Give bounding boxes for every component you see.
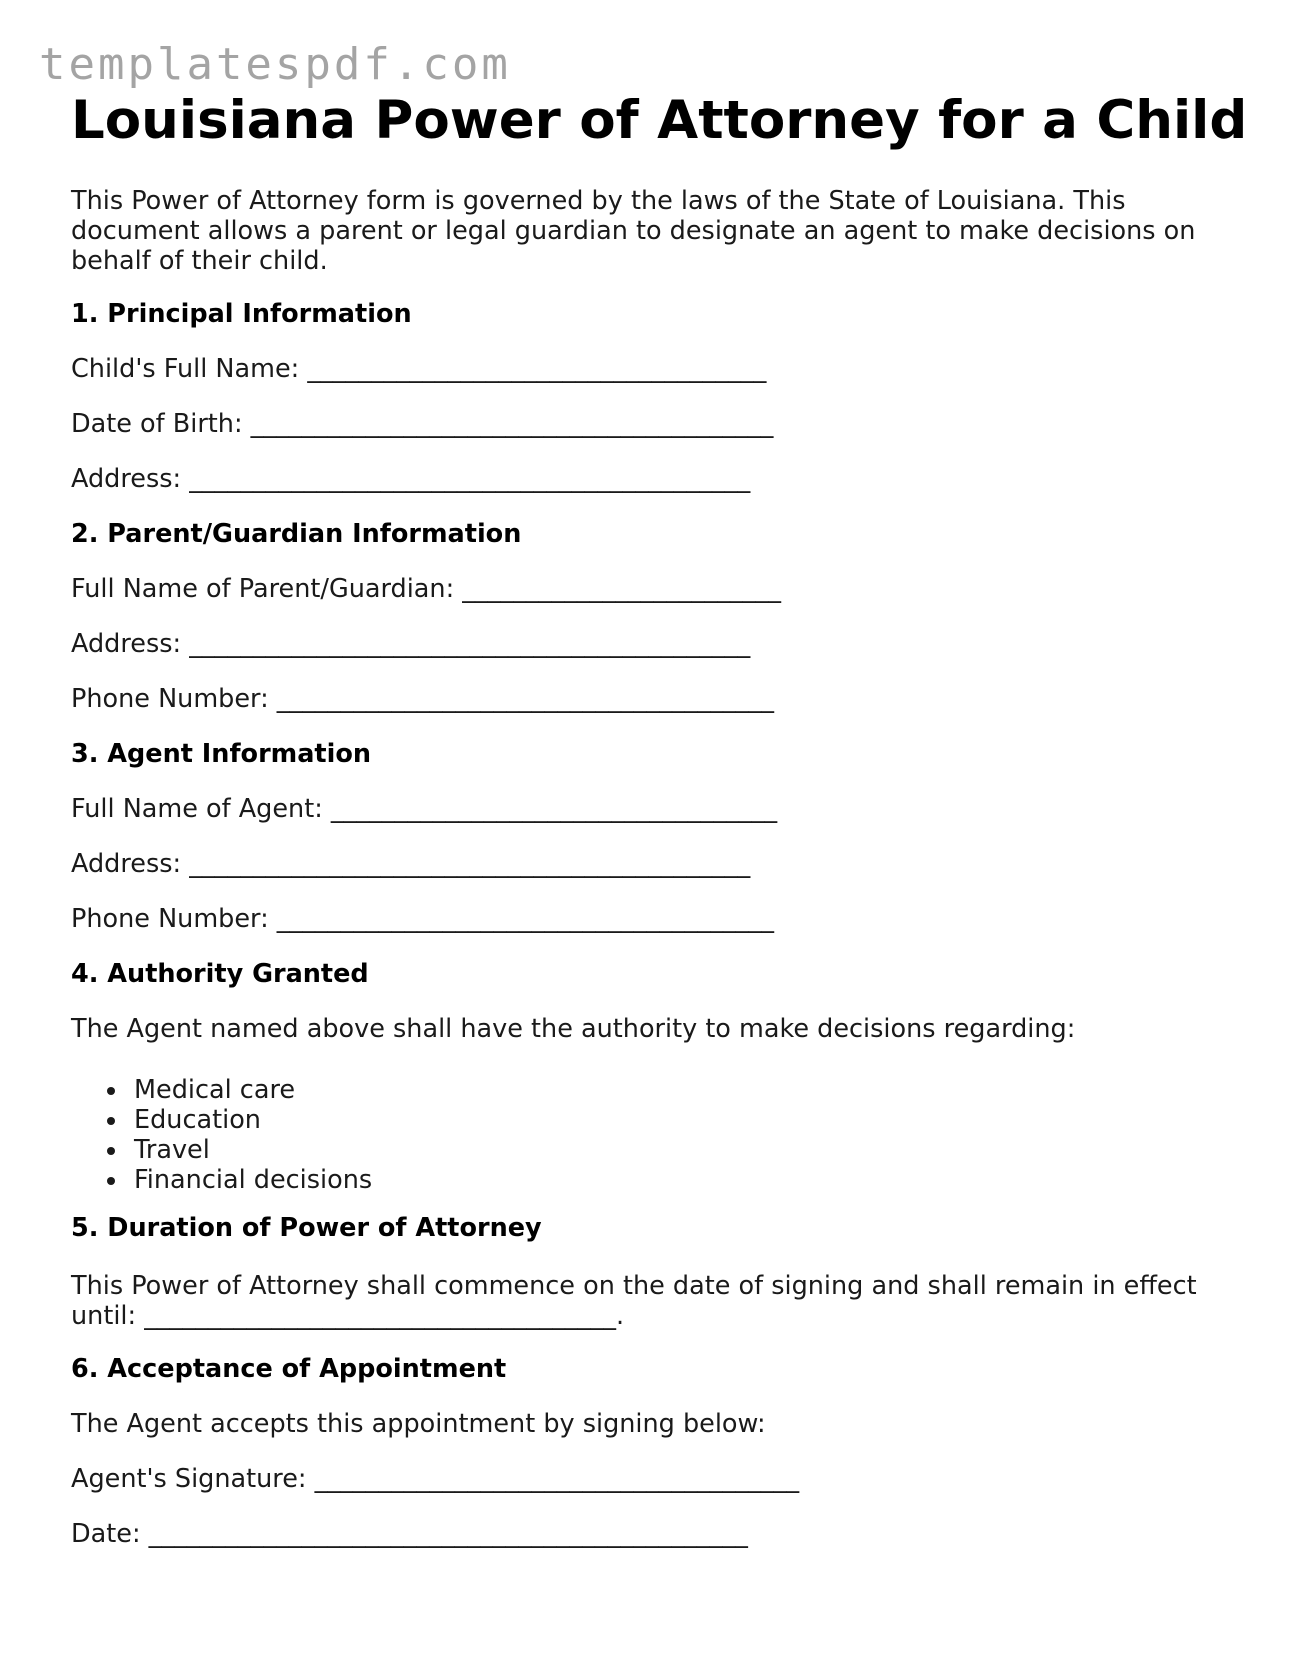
section-heading-authority: 4. Authority Granted bbox=[71, 959, 369, 989]
agent-phone-field[interactable]: Phone Number: _______________________________________ bbox=[71, 904, 775, 934]
authority-text: The Agent named above shall have the authority to make decisions regarding: bbox=[71, 1014, 1076, 1044]
date-of-birth-field[interactable]: Date of Birth: _________________________________________ bbox=[71, 409, 774, 439]
page-title: Louisiana Power of Attorney for a Child bbox=[71, 90, 1248, 151]
section-heading-principal: 1. Principal Information bbox=[71, 299, 412, 329]
section-heading-acceptance: 6. Acceptance of Appointment bbox=[71, 1354, 507, 1384]
section-heading-agent: 3. Agent Information bbox=[71, 739, 372, 769]
agent-signature-field[interactable]: Agent's Signature: ______________________________________ bbox=[71, 1464, 800, 1494]
child-name-field[interactable]: Child's Full Name: ____________________________________ bbox=[71, 354, 767, 384]
list-item: Travel bbox=[71, 1135, 372, 1165]
list-item: Financial decisions bbox=[71, 1165, 372, 1195]
acceptance-text: The Agent accepts this appointment by signing below: bbox=[71, 1409, 766, 1439]
section-heading-parent: 2. Parent/Guardian Information bbox=[71, 519, 522, 549]
intro-paragraph: This Power of Attorney form is governed by the laws of the State of Louisiana. This document allows a parent or legal guardian to designate an agent to make decisions on behalf of their child. bbox=[71, 186, 1196, 276]
parent-address-field[interactable]: Address: ____________________________________________ bbox=[71, 629, 751, 659]
parent-name-field[interactable]: Full Name of Parent/Guardian: _________________________ bbox=[71, 574, 782, 604]
list-item: Education bbox=[71, 1105, 372, 1135]
authority-list bbox=[71, 1075, 372, 1195]
agent-address-field[interactable]: Address: ____________________________________________ bbox=[71, 849, 751, 879]
watermark: templatespdf.com bbox=[39, 39, 511, 90]
agent-name-field[interactable]: Full Name of Agent: ___________________________________ bbox=[71, 794, 778, 824]
parent-phone-field[interactable]: Phone Number: _______________________________________ bbox=[71, 684, 775, 714]
section-heading-duration: 5. Duration of Power of Attorney bbox=[71, 1213, 542, 1243]
signature-date-field[interactable]: Date: _______________________________________________ bbox=[71, 1519, 748, 1549]
child-address-field[interactable]: Address: ____________________________________________ bbox=[71, 464, 751, 494]
duration-text[interactable]: This Power of Attorney shall commence on the date of signing and shall remain in effect until: _____________________________________. bbox=[71, 1271, 1197, 1331]
list-item: Medical care bbox=[71, 1075, 372, 1105]
